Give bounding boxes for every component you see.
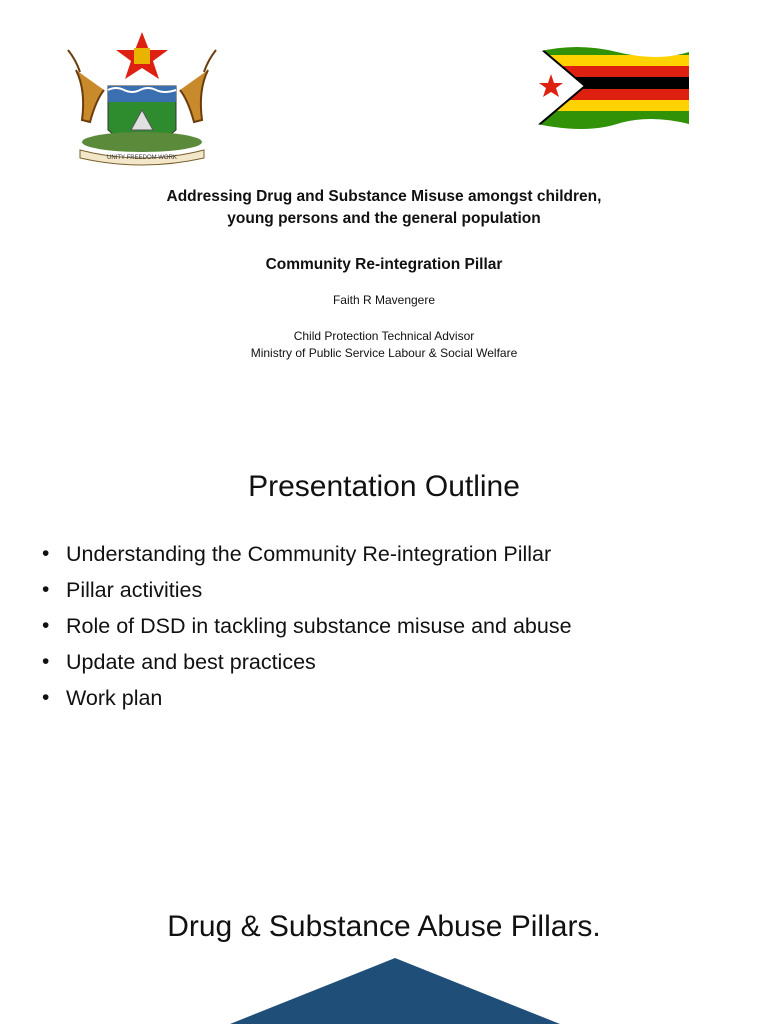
pillars-title: Drug & Substance Abuse Pillars. xyxy=(167,910,601,943)
coat-of-arms-emblem xyxy=(46,30,238,168)
bullet-text: Work plan xyxy=(66,686,163,710)
list-item xyxy=(42,608,572,644)
bullet-icon: • xyxy=(42,542,50,565)
presenter-affiliation xyxy=(0,328,768,362)
bullet-icon: • xyxy=(42,686,50,709)
outline-bullet-list xyxy=(42,536,572,716)
outline-slide xyxy=(0,440,768,860)
list-item xyxy=(42,536,572,572)
pyramid-diagram-top xyxy=(230,958,560,1024)
bullet-text: Understanding the Community Re-integration Pillar xyxy=(66,542,552,566)
presentation-title: Addressing Drug and Substance Misuse amongst children, young persons and the general population xyxy=(166,188,602,227)
bullet-icon: • xyxy=(42,650,50,673)
emblem-motto: UNITY FREEDOM WORK xyxy=(107,155,177,161)
bullet-icon: • xyxy=(42,578,50,601)
title-slide xyxy=(0,0,768,420)
presenter-role: Child Protection Technical Advisor xyxy=(293,329,475,343)
bullet-icon: • xyxy=(42,614,50,637)
zimbabwe-flag-image xyxy=(533,42,693,130)
list-item xyxy=(42,572,572,608)
bullet-text: Pillar activities xyxy=(66,578,203,602)
pyramid-apex-shape xyxy=(230,958,560,1024)
outline-title: Presentation Outline xyxy=(248,470,520,503)
bullet-text: Role of DSD in tackling substance misuse and abuse xyxy=(66,614,572,638)
ministry-name: Ministry of Public Service Labour & Social Welfare xyxy=(250,346,518,360)
presenter-name: Faith R Mavengere xyxy=(332,293,436,307)
pillar-heading: Community Re-integration Pillar xyxy=(265,256,503,273)
list-item xyxy=(42,680,572,716)
list-item xyxy=(42,644,572,680)
bullet-text: Update and best practices xyxy=(66,650,316,674)
pillars-slide xyxy=(0,880,768,1024)
